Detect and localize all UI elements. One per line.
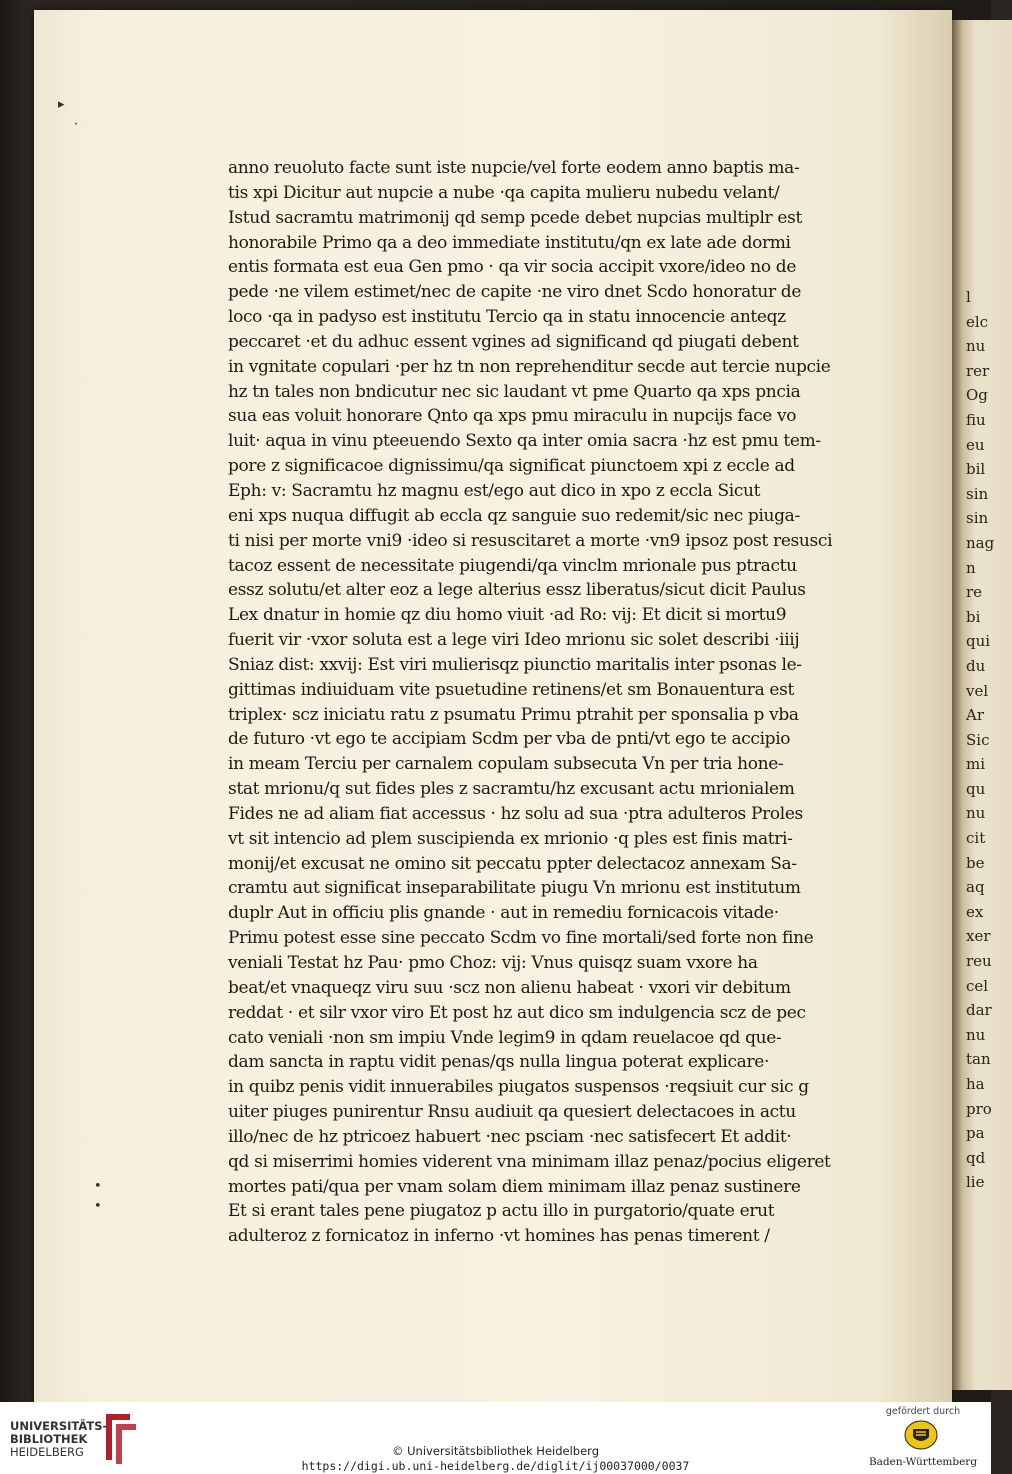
text-line: pore z significacoe dignissimu/qa significat piunctoem xpi z eccle ad bbox=[228, 456, 795, 477]
text-line: dam sancta in raptu vidit penas/qs nulla lingua poterat explicare· bbox=[228, 1052, 770, 1073]
text-line: vt sit intencio ad plem suscipienda ex mrionio ·q ples est finis matri- bbox=[228, 828, 793, 849]
text-line: illo/nec de hz ptricoez habuert ·nec psciam ·nec satisfecert Et addit· bbox=[228, 1126, 792, 1147]
text-line: anno reuoluto facte sunt iste nupcie/vel forte eodem anno baptis ma- bbox=[228, 158, 800, 178]
facing-page-fragment: ha bbox=[966, 1075, 985, 1094]
text-line: reddat · et silr vxor viro Et post hz aut dico sm indulgencia scz de pec bbox=[228, 1002, 806, 1023]
library-name-line2: BIBLIOTHEK bbox=[10, 1432, 88, 1446]
facing-page-fragment: reu bbox=[966, 952, 992, 971]
text-line: in meam Terciu per carnalem copulam subsecuta Vn per tria hone- bbox=[228, 754, 784, 775]
text-line: Eph: v: Sacramtu hz magnu est/ego aut dico in xpo z eccla Sicut bbox=[228, 480, 761, 501]
text-line: Sniaz dist: xxvij: Est viri mulierisqz piunctio maritalis inter psonas le- bbox=[228, 654, 802, 675]
text-line: in vgnitate copulari ·per hz tn non reprehenditur secde aut tercie nupcie bbox=[228, 356, 831, 377]
text-line: Et si erant tales pene piugatoz p actu illo in purgatorio/quate erut bbox=[228, 1201, 775, 1222]
text-line: Fides ne ad aliam fiat accessus · hz solu ad sua ·ptra adulteros Proles bbox=[228, 803, 803, 824]
text-line: beat/et vnaqueqz viru suu ·scz non alienu habeat · vxori vir debitum bbox=[228, 977, 791, 998]
facing-page-fragment: eu bbox=[966, 435, 985, 454]
facing-page-fragment: tan bbox=[966, 1050, 991, 1069]
text-line: peccaret ·et du adhuc essent vgines ad significand qd piugati debent bbox=[228, 331, 799, 352]
margin-dot-icon: • bbox=[94, 1179, 102, 1194]
text-line: luit· aqua in vinu pteeuendo Sexto qa inter omia sacra ·hz est pmu tem- bbox=[228, 431, 821, 452]
text-line: honorabile Primo qa a deo immediate institutu/qn ex late ade dormi bbox=[228, 232, 791, 253]
permalink[interactable]: https://digi.ub.uni-heidelberg.de/diglit/ij00037000/0037 bbox=[301, 1459, 690, 1473]
facing-page-fragment: xer bbox=[966, 927, 991, 946]
facing-page-fragment: pro bbox=[966, 1099, 992, 1118]
facing-page-fragment: elc bbox=[966, 312, 989, 331]
text-line: tis xpi Dicitur aut nupcie a nube ·qa capita mulieru nubedu velant/ bbox=[228, 182, 780, 203]
body-text bbox=[228, 156, 858, 1249]
library-name-line1: UNIVERSITÄTS- bbox=[10, 1419, 108, 1433]
facing-page-fragment: qd bbox=[966, 1148, 986, 1167]
facing-page-fragment: nag bbox=[966, 533, 995, 552]
facing-page-fragment: nu bbox=[966, 1025, 986, 1044]
facing-page-fragment: l bbox=[966, 288, 971, 306]
facing-page-fragment: re bbox=[966, 583, 983, 602]
facing-page-fragment: nu bbox=[966, 337, 986, 356]
facing-page-fragment: dar bbox=[966, 1001, 992, 1020]
text-line: de futuro ·vt ego te accipiam Scdm per vba de pnti/vt ego te accipio bbox=[228, 729, 791, 750]
text-line: sua eas voluit honorare Qnto qa xps pmu miraculu in nupcijs face vo bbox=[228, 406, 797, 427]
facing-page-fragment: cit bbox=[966, 829, 986, 848]
text-line: tacoz essent de necessitate piugendi/qa vinclm mrionale pus ptractu bbox=[228, 555, 797, 576]
footer-bar bbox=[0, 1402, 991, 1474]
text-line: duplr Aut in officiu plis gnande · aut in remediu fornicacois vitade· bbox=[228, 903, 779, 924]
text-line: entis formata est eua Gen pmo · qa vir socia accipit vxore/ideo no de bbox=[228, 257, 797, 278]
text-line: gittimas indiuiduam vite psuetudine retinens/et sm Bonauentura est bbox=[228, 679, 794, 700]
text-line: in quibz penis vidit innuerabiles piugatos suspensos ·reqsiuit cur sic g bbox=[228, 1077, 809, 1098]
library-name-line3: HEIDELBERG bbox=[10, 1445, 84, 1459]
text-line: triplex· scz iniciatu ratu z psumatu Primu ptrahit per sponsalia p vba bbox=[228, 704, 799, 725]
facing-page-fragment: rer bbox=[966, 361, 990, 380]
sponsor-name: Baden-Württemberg bbox=[868, 1456, 978, 1468]
margin-dot-icon: • bbox=[94, 1199, 102, 1214]
text-line: eni xps nuqua diffugit ab eccla qz sanguie suo redemit/sic nec piuga- bbox=[228, 505, 800, 526]
text-line: Primu potest esse sine peccato Scdm vo fine mortali/sed forte non fine bbox=[228, 928, 814, 949]
facing-page-fragment: mi bbox=[966, 755, 986, 774]
facing-page-fragment: qu bbox=[966, 779, 986, 798]
facing-page-fragment: ex bbox=[966, 902, 984, 921]
text-line: adulteroz z fornicatoz in inferno ·vt homines has penas timerent / bbox=[228, 1226, 770, 1247]
facing-page-fragment: du bbox=[966, 656, 986, 675]
text-line: uiter piuges punirentur Rnsu audiuit qa quesiert delectacoes in actu bbox=[228, 1102, 796, 1123]
text-line: fuerit vir ·vxor soluta est a lege viri Ideo mrionu sic solet describi ·iiij bbox=[228, 630, 800, 651]
facing-page-fragment: qui bbox=[966, 632, 991, 651]
facing-page-fragment: sin bbox=[966, 484, 989, 503]
facing-page-fragment: lie bbox=[966, 1173, 985, 1192]
facing-page-fragment: nu bbox=[966, 804, 986, 823]
facing-page-fragment: fiu bbox=[966, 410, 986, 429]
facing-page-fragment: bil bbox=[966, 460, 986, 479]
text-line: cramtu aut significat inseparabilitate piugu Vn mrionu est institutum bbox=[228, 878, 801, 899]
facing-page-fragment: pa bbox=[966, 1124, 985, 1143]
text-line: essz solutu/et alter eoz a lege alterius essz liberatus/sicut dicit Paulus bbox=[228, 580, 806, 601]
facing-page-fragment: Og bbox=[966, 386, 988, 405]
text-line: ti nisi per morte vni9 ·ideo si resuscitaret a morte ·vn9 ipsoz post resusci bbox=[228, 530, 833, 551]
margin-dot-icon: · bbox=[74, 117, 79, 132]
text-line: hz tn tales non bndicutur nec sic laudant vt pme Quarto qa xps pncia bbox=[228, 381, 801, 402]
sponsor-label: gefördert durch bbox=[885, 1406, 961, 1417]
facing-page-fragment: n bbox=[966, 558, 976, 577]
text-line: Lex dnatur in homie qz diu homo viuit ·ad Ro: vij: Et dicit si mortu9 bbox=[228, 605, 787, 626]
text-line: mortes pati/qua per vnam solam diem minimam illaz penaz sustinere bbox=[228, 1176, 801, 1197]
facing-page-fragment: bi bbox=[966, 607, 981, 626]
text-line: qd si miserrimi homies viderent vna minimam illaz penaz/pocius eligeret bbox=[228, 1151, 831, 1172]
facing-page-edge bbox=[952, 20, 1012, 1390]
state-emblem-icon bbox=[904, 1420, 938, 1450]
text-line: pede ·ne vilem estimet/nec de capite ·ne viro dnet Scdo honoratur de bbox=[228, 282, 802, 303]
facing-page-fragment: Ar bbox=[966, 706, 985, 725]
text-line: monij/et excusat ne omino sit peccatu ppter delectacoz annexam Sa- bbox=[228, 853, 797, 874]
facing-page-fragment: vel bbox=[966, 681, 989, 700]
text-line: stat mrionu/q sut fides ples z sacramtu/hz excusant actu mrionialem bbox=[228, 779, 795, 800]
copyright-notice: © Universitätsbibliothek Heidelberg bbox=[391, 1444, 599, 1458]
text-line: cato veniali ·non sm impiu Vnde legim9 in qdam reuelacoe qd que- bbox=[228, 1027, 782, 1048]
margin-mark-icon: ▸ bbox=[58, 97, 65, 112]
text-line: Istud sacramtu matrimonij qd semp pcede debet nupcias multiplr est bbox=[228, 207, 802, 228]
facing-page-fragment: be bbox=[966, 853, 985, 872]
text-line: veniali Testat hz Pau· pmo Choz: vij: Vnus quisqz suam vxore ha bbox=[228, 953, 758, 973]
facing-page-fragment: cel bbox=[966, 976, 989, 995]
facing-page-fragment: sin bbox=[966, 509, 989, 528]
text-line: loco ·qa in padyso est institutu Tercio qa in statu innocencie anteqz bbox=[228, 307, 786, 328]
facing-page-fragment: aq bbox=[966, 878, 985, 897]
facing-page-fragment: Sic bbox=[966, 730, 990, 749]
